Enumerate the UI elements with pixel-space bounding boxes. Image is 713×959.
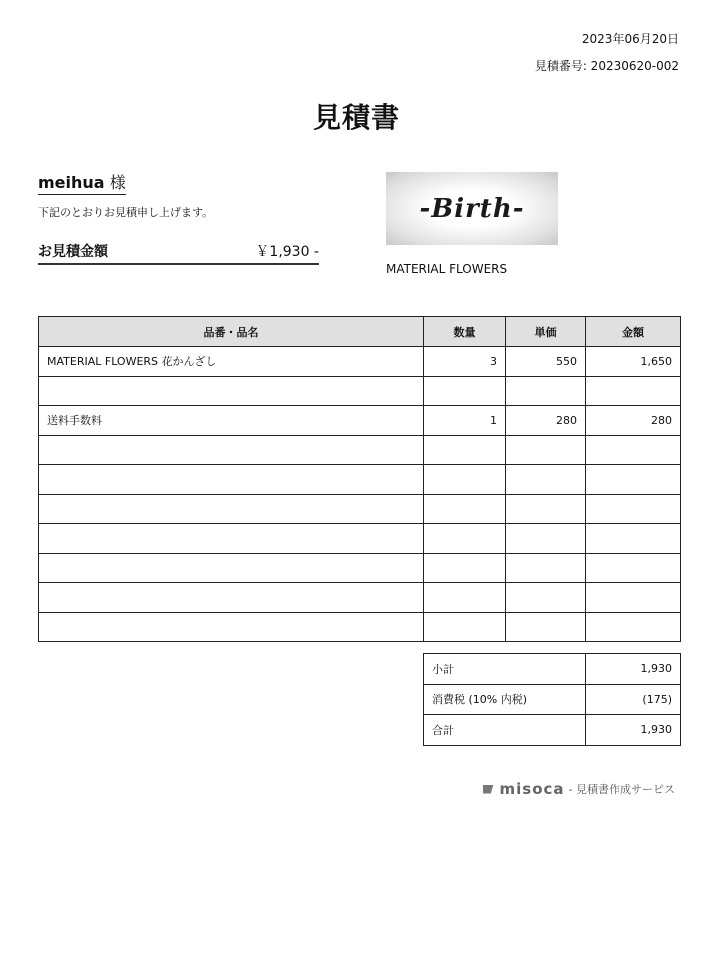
table-row <box>39 524 681 554</box>
quantity-cell: 1 <box>424 406 506 436</box>
item-name-cell <box>39 435 424 465</box>
company-name: MATERIAL FLOWERS <box>386 262 508 276</box>
quantity-cell <box>424 612 506 642</box>
amount-cell <box>586 494 681 524</box>
estimate-amount-label: お見積金額 <box>38 244 108 260</box>
amount-cell <box>586 376 681 406</box>
table-row <box>39 465 681 495</box>
header-quantity: 数量 <box>424 317 506 347</box>
footer-brand: misoca <box>499 780 565 798</box>
intro-text: 下記のとおりお見積申し上げます。 <box>38 206 214 219</box>
table-row <box>39 435 681 465</box>
subtotal-value: 1,930 <box>586 654 681 685</box>
unit-price-cell <box>506 612 586 642</box>
customer-honorific: 様 <box>109 173 126 192</box>
quantity-cell: 3 <box>424 347 506 377</box>
footer-branding <box>483 780 676 798</box>
item-name-cell: 送料手数料 <box>39 406 424 436</box>
unit-price-cell: 550 <box>506 347 586 377</box>
total-label: 合計 <box>424 715 586 746</box>
amount-cell <box>586 612 681 642</box>
amount-cell <box>586 583 681 613</box>
item-name-cell <box>39 583 424 613</box>
table-row <box>39 347 681 377</box>
unit-price-cell <box>506 376 586 406</box>
misoca-logo-icon <box>483 785 494 794</box>
unit-price-cell <box>506 494 586 524</box>
amount-cell: 1,650 <box>586 347 681 377</box>
item-name-cell <box>39 376 424 406</box>
unit-price-cell: 280 <box>506 406 586 436</box>
table-row <box>39 583 681 613</box>
unit-price-cell <box>506 583 586 613</box>
item-name-cell <box>39 494 424 524</box>
item-name-cell <box>39 553 424 583</box>
table-row <box>39 612 681 642</box>
header-item-name: 品番・品名 <box>39 317 424 347</box>
amount-cell <box>586 553 681 583</box>
amount-cell <box>586 465 681 495</box>
estimate-date: 2023年06月20日 <box>581 32 679 46</box>
quantity-cell <box>424 494 506 524</box>
amount-cell: 280 <box>586 406 681 436</box>
quantity-cell <box>424 583 506 613</box>
table-row <box>39 553 681 583</box>
amount-cell <box>586 524 681 554</box>
estimate-number: 見積番号: 20230620-002 <box>534 59 679 73</box>
table-row <box>39 406 681 436</box>
tax-label: 消費税 (10% 内税) <box>424 684 586 715</box>
total-value: 1,930 <box>586 715 681 746</box>
customer-name-block <box>38 170 126 195</box>
company-logo <box>386 172 558 245</box>
items-header-row <box>39 317 681 347</box>
header-unit-price: 単価 <box>506 317 586 347</box>
subtotal-label: 小計 <box>424 654 586 685</box>
quantity-cell <box>424 524 506 554</box>
totals-table <box>423 653 681 746</box>
items-table <box>38 316 681 642</box>
subtotal-row <box>424 654 681 685</box>
customer-name: meihua <box>38 173 105 192</box>
tax-row <box>424 684 681 715</box>
amount-cell <box>586 435 681 465</box>
unit-price-cell <box>506 465 586 495</box>
page-title: 見積書 <box>312 101 400 134</box>
quantity-cell <box>424 435 506 465</box>
estimate-amount-value: ￥1,930 - <box>255 244 319 260</box>
table-row <box>39 376 681 406</box>
unit-price-cell <box>506 435 586 465</box>
footer-tagline: - 見積書作成サービス <box>568 783 675 796</box>
tax-value: (175) <box>586 684 681 715</box>
header-amount: 金額 <box>586 317 681 347</box>
table-row <box>39 494 681 524</box>
total-row <box>424 715 681 746</box>
quantity-cell <box>424 553 506 583</box>
unit-price-cell <box>506 553 586 583</box>
estimate-amount-row <box>38 240 319 265</box>
unit-price-cell <box>506 524 586 554</box>
quantity-cell <box>424 465 506 495</box>
item-name-cell: MATERIAL FLOWERS 花かんざし <box>39 347 424 377</box>
quantity-cell <box>424 376 506 406</box>
item-name-cell <box>39 465 424 495</box>
item-name-cell <box>39 524 424 554</box>
company-logo-text: -Birth- <box>419 193 525 224</box>
item-name-cell <box>39 612 424 642</box>
